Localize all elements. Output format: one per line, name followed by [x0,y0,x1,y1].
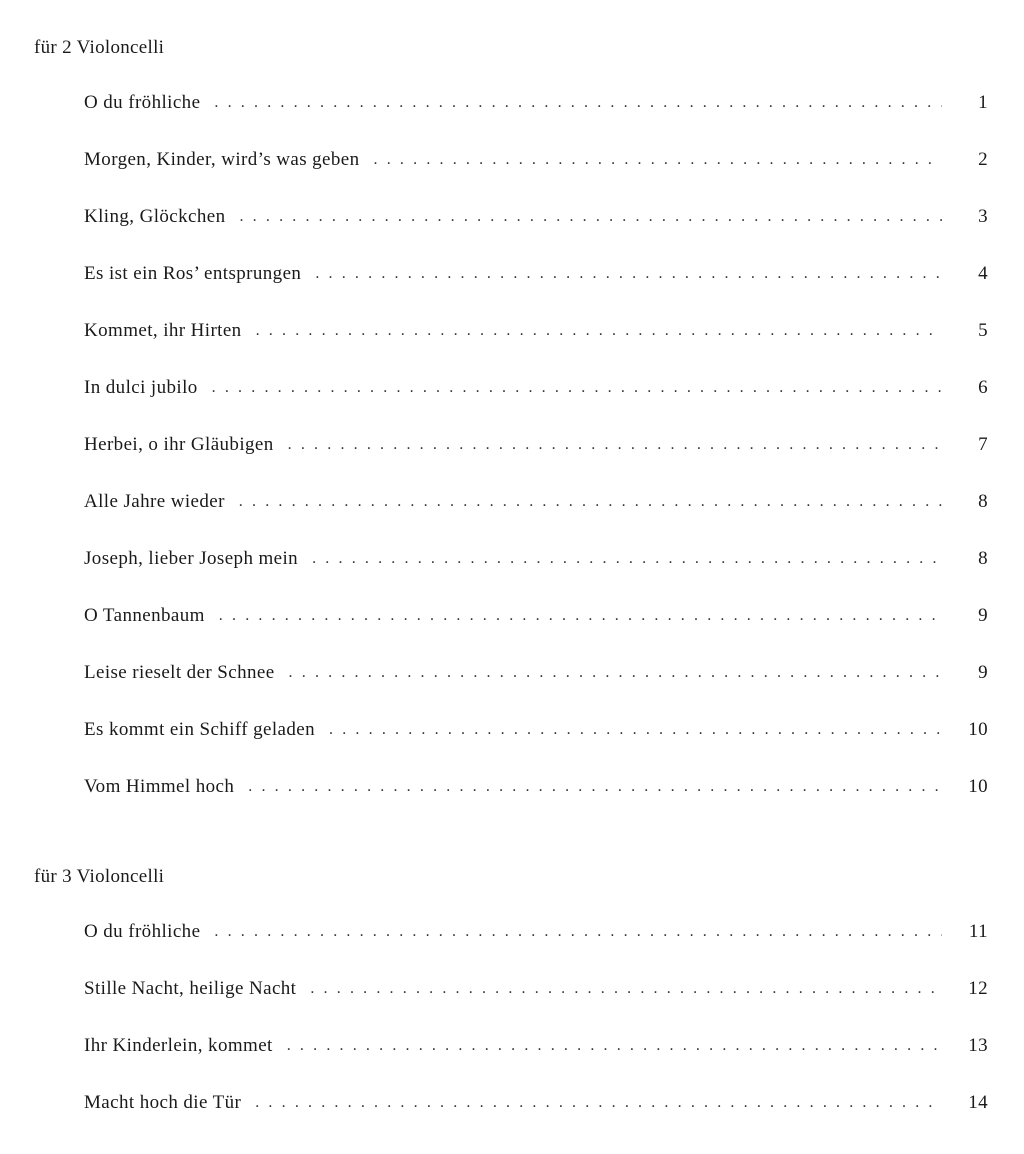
toc-entry[interactable] [84,93,988,150]
toc-entry[interactable] [84,663,988,720]
toc-entry-title: Alle Jahre wieder [84,492,239,511]
dot-leader [310,981,942,997]
toc-entry-page: 10 [968,776,988,797]
dot-leader [329,722,942,738]
toc-entry[interactable] [84,435,988,492]
toc-entry-page: 10 [968,719,988,740]
toc-entry-page: 6 [978,377,988,398]
section-heading-3-cellos: für 3 Violoncelli [34,866,165,887]
toc-entry-page: 2 [978,149,988,170]
toc-entry-page: 5 [978,320,988,341]
dot-leader [239,209,942,225]
toc-list-3-cellos [84,922,988,1150]
toc-entry-title: Morgen, Kinder, wird’s was geben [84,150,374,169]
dot-leader [315,266,942,282]
toc-entry-title: O Tannenbaum [84,606,219,625]
toc-entry[interactable] [84,378,988,435]
toc-entry-title: In dulci jubilo [84,378,212,397]
toc-entry-page: 9 [978,662,988,683]
dot-leader [374,152,942,168]
toc-entry-page: 7 [978,434,988,455]
toc-entry[interactable] [84,207,988,264]
dot-leader [255,1095,942,1111]
toc-entry[interactable] [84,264,988,321]
toc-entry-title: Es kommt ein Schiff geladen [84,720,329,739]
toc-entry-page: 1 [978,92,988,113]
dot-leader [214,95,942,111]
toc-entry-title: Joseph, lieber Joseph mein [84,549,312,568]
toc-entry-page: 14 [968,1092,988,1113]
dot-leader [214,924,942,940]
dot-leader [288,437,942,453]
dot-leader [239,494,942,510]
toc-entry-page: 4 [978,263,988,284]
toc-entry[interactable] [84,150,988,207]
toc-entry[interactable] [84,606,988,663]
section-heading-2-cellos: für 2 Violoncelli [34,37,165,58]
toc-entry-page: 3 [978,206,988,227]
toc-entry[interactable] [84,922,988,979]
toc-entry-title: O du fröhliche [84,922,214,941]
dot-leader [219,608,942,624]
toc-entry-page: 12 [968,978,988,999]
toc-entry-title: Kommet, ihr Hirten [84,321,256,340]
toc-entry-title: Stille Nacht, heilige Nacht [84,979,310,998]
toc-entry[interactable] [84,492,988,549]
dot-leader [248,779,942,795]
toc-entry[interactable] [84,979,988,1036]
toc-entry-page: 8 [978,548,988,569]
toc-entry-title: Es ist ein Ros’ entsprungen [84,264,315,283]
toc-list-2-cellos [84,93,988,834]
toc-entry-page: 11 [968,921,988,942]
toc-entry-title: Kling, Glöckchen [84,207,239,226]
dot-leader [287,1038,942,1054]
toc-entry-page: 13 [968,1035,988,1056]
dot-leader [289,665,942,681]
toc-entry-page: 8 [978,491,988,512]
toc-entry-title: Vom Himmel hoch [84,777,248,796]
toc-entry[interactable] [84,549,988,606]
dot-leader [256,323,942,339]
toc-entry-title: Macht hoch die Tür [84,1093,255,1112]
dot-leader [212,380,942,396]
toc-entry-title: Ihr Kinderlein, kommet [84,1036,287,1055]
toc-entry[interactable] [84,1036,988,1093]
toc-entry-title: Leise rieselt der Schnee [84,663,289,682]
toc-entry-title: Herbei, o ihr Gläubigen [84,435,288,454]
toc-entry[interactable] [84,1093,988,1150]
toc-entry[interactable] [84,777,988,834]
toc-entry[interactable] [84,720,988,777]
toc-entry-title: O du fröhliche [84,93,214,112]
toc-entry[interactable] [84,321,988,378]
toc-entry-page: 9 [978,605,988,626]
dot-leader [312,551,942,567]
